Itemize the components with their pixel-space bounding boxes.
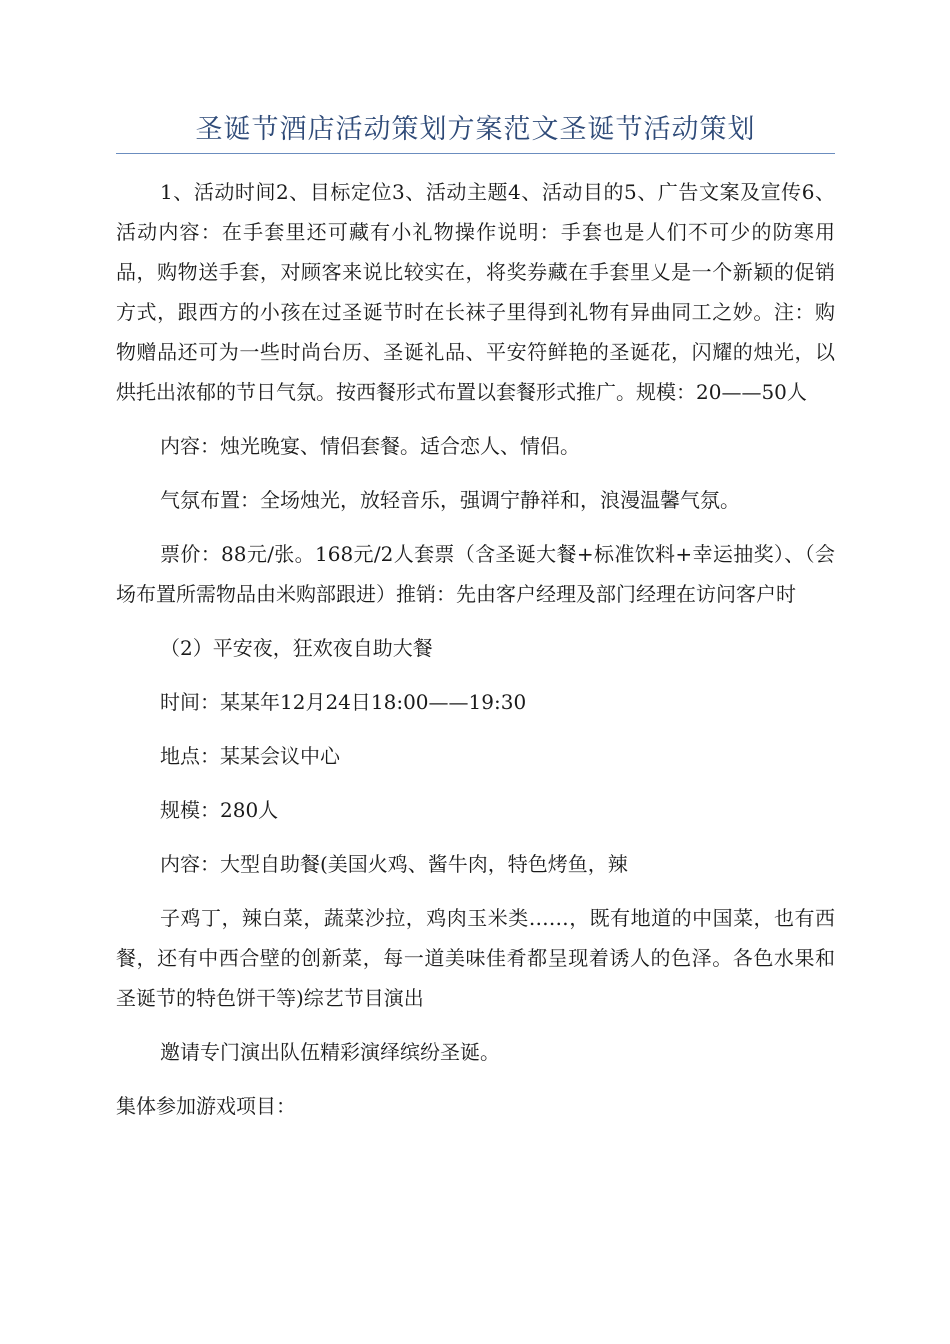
paragraph-content: 内容：烛光晚宴、情侣套餐。适合恋人、情侣。 (160, 434, 580, 458)
paragraph-time: 时间：某某年12月24日18:00——19:30 (160, 690, 527, 714)
paragraph-activity-overview: 1、活动时间2、目标定位3、活动主题4、活动目的5、广告文案及宣传6、活动内容：在手套里还可藏有小礼物操作说明：手套也是人们不可少的防寒用品，购物送手套，对顾客来说比较实在，将奖券藏在手套里乂是一个新颖的促销方式，跟西方的小孩在过圣诞节时在长袜子里得到礼物有异曲同工之妙。注：购物赠品还可为一些时尚台历、圣诞礼品、平安符鲜艳的圣诞花，闪耀的烛光，以烘托出浓郁的节日气氛。按西餐形式布置以套餐形式推广。规模：20——50人 (116, 180, 835, 404)
page-title: 圣诞节酒店活动策划方案范文圣诞节活动策划 (195, 114, 756, 145)
paragraph-atmosphere: 气氛布置：全场烛光，放轻音乐，强调宁静祥和，浪漫温馨气氛。 (160, 488, 740, 512)
paragraph-dishes: 子鸡丁，辣白菜，蔬菜沙拉，鸡肉玉米类……，既有地道的中国菜，也有西餐，还有中西合壁的创新菜，每一道美味佳肴都呈现着诱人的色泽。各色水果和圣诞节的特色饼干等)综艺节目演出 (116, 906, 835, 1010)
paragraph-performance: 邀请专门演出队伍精彩演绎缤纷圣诞。 (160, 1040, 500, 1064)
paragraph-scale: 规模：280人 (160, 798, 279, 822)
paragraph-location: 地点：某某会议中心 (160, 744, 340, 768)
paragraph-section-heading: （2）平安夜，狂欢夜自助大餐 (160, 636, 433, 660)
paragraph-ticket-price: 票价：88元/张。168元/2人套票（含圣诞大餐+标准饮料+幸运抽奖）、（会场布置所需物品由米购部跟进）推销：先由客户经理及部门经理在访问客户时 (116, 542, 835, 606)
title-underline (116, 153, 835, 154)
paragraph-buffet-content: 内容：大型自助餐(美国火鸡、酱牛肉，特色烤鱼，辣 (160, 852, 628, 876)
paragraph-games: 集体参加游戏项目： (116, 1094, 296, 1118)
document-body (116, 172, 835, 1140)
